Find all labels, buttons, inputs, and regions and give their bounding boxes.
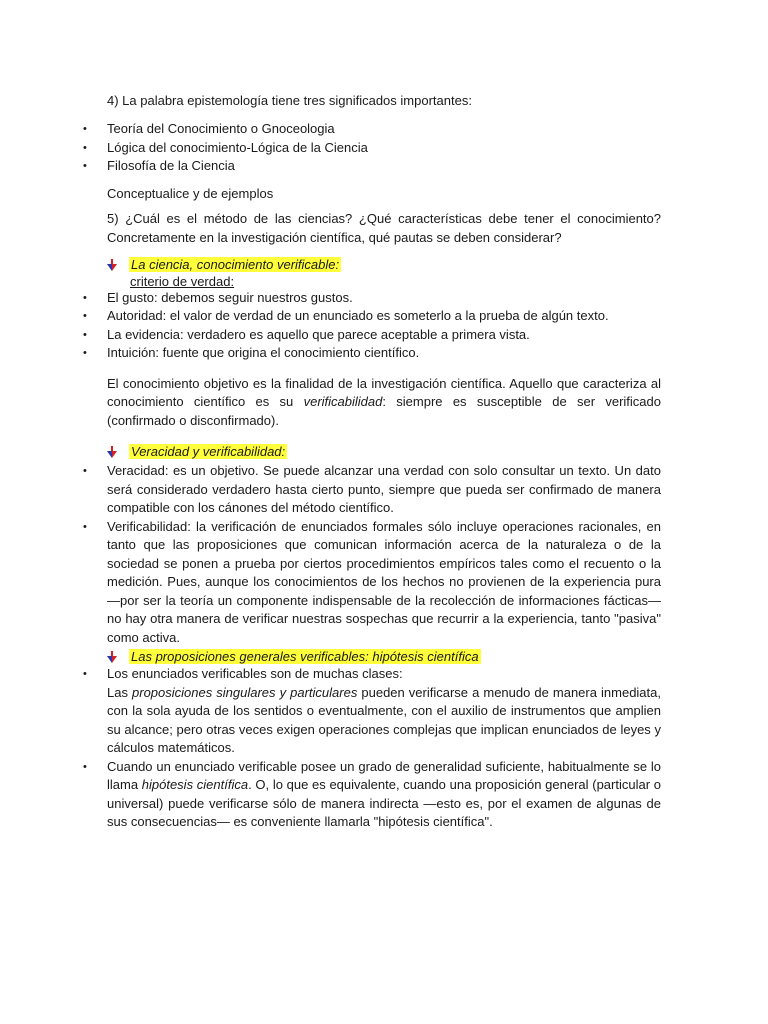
list-item: • Cuando un enunciado verificable posee un grado de generalidad suficiente, habitualmente se lo llama hipótesis científica. O, lo que es equivalente, cuando una proposición general (particular o universal) puede verificarse sólo de manera indirecta —esto es, por el examen de algunas de sus consecuencias— es conveniente llamarla "hipótesis científica". <box>83 758 661 829</box>
bullet-icon: • <box>83 465 87 477</box>
list-item: • Lógica del conocimiento-Lógica de la Ciencia <box>107 139 661 158</box>
meanings-list <box>83 120 661 176</box>
question-5: 5) ¿Cuál es el método de las ciencias? ¿Qué características debe tener el conocimiento? Concretamente en la investigación científica, qué pautas se deben considerar? <box>107 210 661 245</box>
bullet-icon: • <box>83 291 87 304</box>
bullet-icon: • <box>83 760 87 773</box>
list-item: • Autoridad: el valor de verdad de un enunciado es someterlo a la prueba de algún texto. <box>107 307 661 326</box>
bullet-icon: • <box>83 123 87 135</box>
arrow-down-icon <box>107 651 117 663</box>
bullet-icon: • <box>83 310 87 322</box>
bullet-icon: • <box>83 141 87 154</box>
arrow-down-icon <box>107 259 117 271</box>
list-item: • Filosofía de la Ciencia <box>107 157 661 176</box>
list-item: • El gusto: debemos seguir nuestros gustos. <box>107 289 661 308</box>
bullet-icon: • <box>83 160 87 172</box>
list-item: • Verificabilidad: la verificación de enunciados formales sólo incluye operaciones racionales, en tanto que las proposiciones que comunican información acerca de la naturaleza o de la sociedad se ponen a prueba por ciertos procedimientos empíricos tales como el recuento o la medición. Pues, aunque los conocimientos de los hechos no provienen de la experiencia pura —por ser la teoría un componente indispensable de la recolección de informaciones fácticas— no hay otra manera de verificar nuestras sospechas que recurrir a la experiencia, tanto "pasiva" como activa. <box>83 518 661 645</box>
list-item: • Teoría del Conocimiento o Gnoceologia <box>107 120 661 139</box>
hipotesis-list <box>83 665 661 832</box>
bullet-icon: • <box>83 328 87 341</box>
bullet-icon: • <box>83 520 87 533</box>
section-heading: Veracidad y verificabilidad: <box>129 444 661 459</box>
criterio-list <box>83 289 661 363</box>
section-hipotesis <box>129 649 661 664</box>
paragraph-conocimiento: El conocimiento objetivo es la finalidad de la investigación científica. Aquello que caracteriza al conocimiento científico es su verificabilidad: siempre es susceptible de ser verificado (confirmado o disconfirmado). <box>107 375 661 428</box>
list-item: • Los enunciados verificables son de muchas clases: Las proposiciones singulares y particulares pueden verificarse a menudo de manera inmediata, con la sola ayuda de los sentidos o eventualmente, con el auxilio de instrumentos que amplien su alcance; pero otras veces exigen operaciones complejas que implican enunciados de leyes y cálculos matemáticos. <box>83 666 661 755</box>
section-heading: Las proposiciones generales verificables: hipótesis científica <box>129 649 661 664</box>
arrow-down-icon <box>107 446 117 458</box>
section-veracidad <box>129 444 661 459</box>
bullet-icon: • <box>83 668 87 680</box>
section-heading: La ciencia, conocimiento verificable: <box>129 257 661 272</box>
list-item: • La evidencia: verdadero es aquello que parece aceptable a primera vista. <box>107 326 661 345</box>
veracidad-list <box>83 462 661 647</box>
section-ciencia <box>129 257 661 272</box>
conceptualice-text: Conceptualice y de ejemplos <box>107 185 274 201</box>
bullet-icon: • <box>83 347 87 359</box>
list-item: • Intuición: fuente que origina el conocimiento científico. <box>107 344 661 363</box>
document-page <box>83 84 661 832</box>
list-item: • Veracidad: es un objetivo. Se puede alcanzar una verdad con solo consultar un texto. Un dato será considerado verdadero hasta cierto punto, siempre que pueda ser confirmado de manera compatible con los cánones del método científico. <box>83 463 661 515</box>
criterio-label: criterio de verdad: <box>130 273 235 289</box>
question-4: 4) La palabra epistemología tiene tres significados importantes: <box>107 93 472 108</box>
